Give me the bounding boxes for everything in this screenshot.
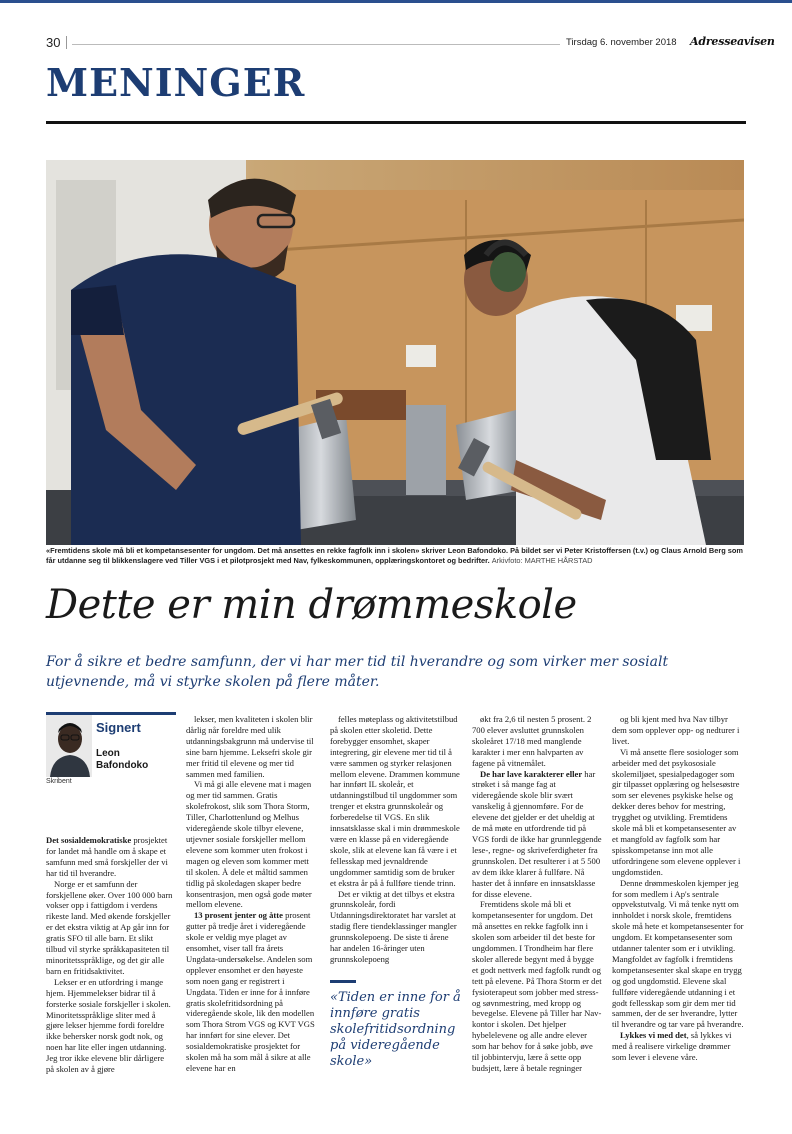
article-paragraph xyxy=(186,910,316,1074)
top-edge-bar xyxy=(0,0,792,3)
section-rule xyxy=(46,121,746,124)
paragraph-text: felles møteplass og aktivitetstilbud på skolen etter skoletid. Dette forebygger ensomhet, skaper integrering, gir elevene mer tid til å være sammen og styrker relasjonen mellom elevene. Drammen kommune har innført IL skoleår, et utdanningstilbud til ungdommer som trenger et ekstra grunnskoleår og forberedelse til VGS. En slik innsatsklasse skal i min drømmeskole være en klasse på en videregående skole, slik at elevene kan få være i et fellesskap med jevnaldrende ungdommer samtidig som de bruker et ekstra år på å fullføre tiende trinn. xyxy=(330,714,460,888)
photo-caption xyxy=(46,546,746,567)
author-avatar xyxy=(46,715,92,777)
paragraph-text: Vi må ansette flere sosiologer som arbeider med det psykososiale skolemiljøet, spesialpedagoger som gir tilpasset opplæring og helsesøstre som ser elevenes psykiske helse og dekker deres behov for mestring, trygghet og utvikling. Fremtidens skole må bli et kompetansesenter av et mangfold av fagfolk som har spisskompetanse inn mot alle utfordringene som elevene opplever i ungdomstiden. xyxy=(612,746,741,877)
article-paragraph xyxy=(612,714,744,747)
paragraph-lead-in: Det sosialdemokratiske xyxy=(46,835,132,845)
workshop-illustration xyxy=(46,160,744,545)
paragraph-text: og bli kjent med hva Nav tilbyr dem som opplever opp- og nedturer i livet. xyxy=(612,714,740,746)
paragraph-text: økt fra 2,6 til nesten 5 prosent. 2 700 elever avsluttet grunnskolen skoleåret 17/18 med manglende karakter i mer enn halvparten av fagene på vitnemålet. xyxy=(472,714,592,768)
paragraph-text: Lekser er en utfordring i mange hjem. Hjemmelekser bidrar til å forsterke sosiale forskjeller i skolen. Minoritetsspråklige sliter med å gjøre lekser hjemme fordi foreldre ikke behersker norsk godt nok, og noen har lite eller ingen utdanning. Jeg tror ikke elevene blir dårligere på skolen av å gjøre xyxy=(46,976,171,1075)
paragraph-text: har strøket i så mange fag at videregående skole blir svært vanskelig å gjennomføre. For de elevene det gjelder er det uheldig at de må møte en utfordrende tid på VGS fordi de ikke har grunnleggende lese-, regne- og skriveferdigheter fra grunnskolen. Det resulterer i at 5 500 av dem ikke klarer å fullføre. Nå haster det å innføre en innsatsklasse for disse elevene. xyxy=(472,768,602,899)
article-column-5 xyxy=(612,714,744,1063)
header-rule xyxy=(72,44,560,45)
author-name xyxy=(96,748,148,772)
page-number-divider xyxy=(66,36,67,49)
photo-credit: Arkivfoto: MARTHE HÅRSTAD xyxy=(491,556,593,566)
section-title: MENINGER xyxy=(46,60,306,105)
article-column-4 xyxy=(472,714,602,1074)
paragraph-text: Vi må gi alle elevene mat i magen og mer tid sammen. Gratis skolefrokost, slik som Thora Storm, Tiller, Charlottenlund og Melhus videregående skole tilbyr elevene, utjevner sosiale forskjeller mellom elevene som kommer uten frokost i magen og eleven som kommer mett til skolen. Å dele et måltid sammen tidlig på skoledagen skaper bedre konsentrasjon, men også gode møter mellom elevene. xyxy=(186,779,312,910)
article-paragraph xyxy=(186,779,316,910)
author-portrait-icon xyxy=(46,715,92,777)
article-paragraph xyxy=(472,899,602,1074)
caption-text: «Fremtidens skole må bli et kompetansesenter for ungdom. Det må ansettes en rekke fagfolk inn i skolen» skriver Leon Bafondoko. På bildet ser vi Peter Kristoffersen (t.v.) og Claus Arnold Berg som får utdanne seg til blikkenslagere ved Tiller VGS i et pilotprosjekt med Nav, fylkeskommunen, opplæringskontoret og bedrifter. xyxy=(46,546,743,566)
article-headline: Dette er min drømmeskole xyxy=(46,582,577,628)
issue-date: Tirsdag 6. november 2018 xyxy=(566,37,677,48)
paragraph-lead-in: Lykkes vi med det xyxy=(620,1030,687,1041)
article-paragraph xyxy=(472,769,602,900)
paragraph-text: prosjektet for landet må handle om å skape et samfunn med små forskjeller der vi har tid til hverandre. xyxy=(46,835,168,878)
article-paragraph xyxy=(612,747,744,878)
article-lead: For å sikre et bedre samfunn, der vi har mer tid til hverandre og som virker mer sosialt utjevnende, må vi styrke skolen på flere måter. xyxy=(46,654,669,690)
page-number: 30 xyxy=(46,35,61,50)
article-photo xyxy=(46,160,744,545)
article-paragraph xyxy=(186,714,316,779)
paragraph-text: lekser, men kvaliteten i skolen blir dårlig når foreldre med ulik utdanningsbakgrunn må undervise til sine barn hjemme. Leksefri skole gir mer fritid til elevene og mer tid sammen med familien. xyxy=(186,714,314,779)
paragraph-text: Norge er et samfunn der forskjellene øker. Over 100 000 barn vokser opp i fattigdom i verdens rikeste land. Med økende forskjeller er det ekstra viktig at Ap går inn for gratis SFO til alle barn. Et slikt tilbud vil styrke språkkapasiteten til minoritetsspråklige, og det gir alle barn en fritidsaktivitet. xyxy=(46,878,173,976)
author-last-name: Bafondoko xyxy=(96,760,149,771)
pull-quote-rule xyxy=(330,980,356,983)
article-paragraph xyxy=(330,714,460,889)
paragraph-text: , så lykkes vi med å realisere virkelige drømmer som lever i elevene våre. xyxy=(612,1030,732,1063)
article-paragraph xyxy=(612,1030,744,1063)
newspaper-logo: Adresseavisen xyxy=(690,35,775,48)
article-paragraph xyxy=(46,835,174,879)
article-paragraph xyxy=(46,977,174,1075)
pull-quote: «Tiden er inne for å innføre gratis skolefritidsordning på videregående skole» xyxy=(330,990,461,1069)
paragraph-text: Det er viktig at det tilbys et ekstra grunnskoleår, fordi Utdanningsdirektoratet har varslet at stadig flere tiendeklassinger mangler grunnskolepoeng. De siste ti årene har andelen 16-åringer uten grunnskolepoeng xyxy=(330,888,457,964)
paragraph-text: Denne drømmeskolen kjemper jeg for som medlem i Ap's sentrale oppvekstutvalg. Vi må tenke nytt om innholdet i norsk skole, fremtidens skole må hete et kompetansesenter for ungdom. Et kompetansesenter som utdanner talenter som er i utvikling. Mangfoldet av fagfolk i fremtidens kompetansesenter skal skape en trygg og god ungdomstid. Elevene skal fullføre videregående utdanning i et godt fellesskap som gir dem mer tid sammen, der de ser hverandre, lytter til hverandre og tar vare på hverandre. xyxy=(612,877,744,1030)
paragraph-lead-in: De har lave karakterer eller xyxy=(480,768,583,779)
article-paragraph xyxy=(612,878,744,1031)
article-column-1 xyxy=(46,835,174,1075)
article-paragraph xyxy=(46,879,174,977)
paragraph-text: prosent gutter på tredje året i videregående skole er veldig mye plaget av ensomhet, viser tall fra årets Ungdata-undersøkelse. Andelen som opplever ensomhet er den høyeste som noen gang er registrert i Ungdata. Tiden er inne for å innføre gratis skolefritidsordning på videregående skole, lik den modellen som Thora Strom VGS og KVT VGS har innført for sine elever. Det sosialdemokratiske prosjektet for skolen må ha som mål å sikre at alle elevene har en xyxy=(186,910,315,1073)
article-column-2 xyxy=(186,714,316,1074)
article-column-3 xyxy=(330,714,460,965)
paragraph-text: Fremtidens skole må bli et kompetansesenter for ungdom. Det må ansettes en rekke fagfolk inn i skolen som arbeider til det beste for ungdommen. I Trondheim har flere skoler allerede begynt med å bygge et godt nettverk med fagfolk rundt og tett på elevene. På Thora Storm er det fysioterapeut som jobber med stress- og søvnmestring, med kropp og bevegelse. Elevene på Tiller har Nav-kontor i skolen. Det hjelper hybelelevene og alle andre elever som har behov for å søke jobb, øve til jobbintervju, lære å sette opp budsjett, lære å betale regninger xyxy=(472,899,602,1073)
signed-label: Signert xyxy=(96,720,141,735)
article-paragraph xyxy=(472,714,602,769)
article-paragraph xyxy=(330,889,460,965)
paragraph-lead-in: 13 prosent jenter og åtte xyxy=(194,910,283,921)
author-role: Skribent xyxy=(46,778,72,785)
author-first-name: Leon xyxy=(96,748,120,759)
